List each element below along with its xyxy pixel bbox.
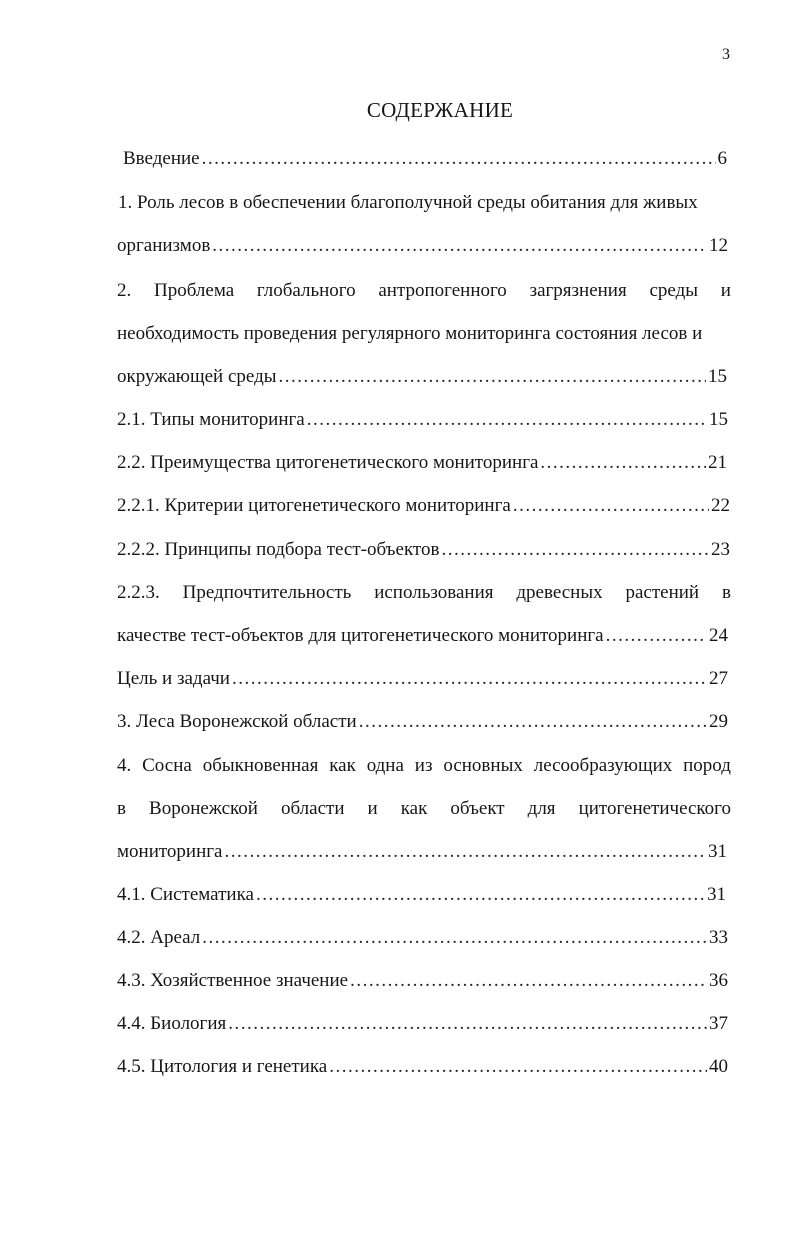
word: Проблема — [154, 280, 235, 301]
word: антропогенного — [378, 280, 507, 301]
word: из — [414, 755, 433, 776]
dot-leader — [202, 147, 716, 171]
toc-entry-page: 31 — [708, 841, 727, 862]
dot-leader — [606, 624, 707, 648]
toc-entry-section-3 — [117, 710, 728, 734]
toc-entry-text: качестве тест-объектов для цитогенетического мониторинга — [117, 625, 604, 646]
toc-entry-intro — [123, 147, 727, 171]
toc-entry-page: 29 — [709, 711, 728, 732]
toc-entry-page: 15 — [708, 366, 727, 387]
dot-leader — [232, 667, 707, 691]
toc-entry-page: 22 — [711, 495, 730, 516]
word: 2.2.3. — [117, 582, 160, 603]
toc-entry-section-2-line2: необходимость проведения регулярного мониторинга состояния лесов и — [117, 323, 703, 344]
word: обыкновенная — [202, 755, 319, 776]
word: объект — [450, 798, 505, 819]
word: растений — [625, 582, 700, 603]
toc-entry-page: 33 — [709, 927, 728, 948]
toc-entry-section-4-3 — [117, 969, 728, 993]
toc-entry-page: 40 — [709, 1056, 728, 1077]
toc-entry-text: 2.2.1. Критерии цитогенетического мониторинга — [117, 495, 511, 516]
toc-entry-text: Введение — [123, 148, 200, 169]
word: пород — [683, 755, 731, 776]
word: цитогенетического — [578, 798, 731, 819]
toc-entry-section-4-line3 — [117, 840, 727, 864]
toc-entry-text: мониторинга — [117, 841, 223, 862]
dot-leader — [359, 710, 707, 734]
toc-entry-page: 6 — [717, 148, 727, 169]
toc-entry-page: 37 — [709, 1013, 728, 1034]
dot-leader — [329, 1055, 707, 1079]
word: основных — [443, 755, 523, 776]
word: древесных — [516, 582, 603, 603]
toc-entry-page: 27 — [709, 668, 728, 689]
word: области — [280, 798, 345, 819]
toc-entry-text: 4.3. Хозяйственное значение — [117, 970, 349, 991]
toc-entry-section-1-line2 — [117, 234, 728, 258]
word: Воронежской — [149, 798, 258, 819]
word: в — [721, 582, 731, 603]
toc-entry-section-4-1 — [117, 883, 726, 907]
toc-entry-page: 12 — [709, 235, 728, 256]
toc-entry-text: Цель и задачи — [117, 668, 230, 689]
dot-leader — [228, 1012, 707, 1036]
word: лесообразующих — [533, 755, 673, 776]
dot-leader — [513, 494, 709, 518]
dot-leader — [350, 969, 707, 993]
dot-leader — [441, 538, 709, 562]
toc-entry-section-4-4 — [117, 1012, 728, 1036]
page-number: 3 — [722, 46, 730, 63]
word: и — [367, 798, 378, 819]
toc-entry-section-4-line2 — [117, 797, 731, 821]
toc-entry-text: окружающей среды — [117, 366, 277, 387]
toc-entry-section-2-2 — [117, 451, 727, 475]
toc-entry-section-2-2-3-line2 — [117, 624, 728, 648]
toc-entry-text: 2.2.2. Принципы подбора тест-объектов — [117, 539, 440, 560]
toc-entry-section-2-2-1 — [117, 494, 730, 518]
word: как — [329, 755, 356, 776]
dot-leader — [279, 365, 706, 389]
toc-entry-section-2-line3 — [117, 365, 727, 389]
toc-entry-page: 31 — [707, 884, 726, 905]
toc-entry-page: 36 — [709, 970, 728, 991]
word: использования — [374, 582, 494, 603]
page-title: СОДЕРЖАНИЕ — [366, 98, 514, 122]
word: в — [117, 798, 126, 819]
toc-entry-text: 4.1. Систематика — [117, 884, 254, 905]
dot-leader — [256, 883, 705, 907]
toc-entry-section-2-line1 — [117, 279, 731, 303]
toc-entry-page: 15 — [709, 409, 728, 430]
word: для — [527, 798, 556, 819]
dot-leader — [212, 234, 707, 258]
toc-entry-text: 3. Леса Воронежской области — [117, 711, 357, 732]
word: 2. — [117, 280, 132, 301]
toc-entry-section-2-1 — [117, 408, 728, 432]
toc-entry-text: 2.1. Типы мониторинга — [117, 409, 305, 430]
word: одна — [366, 755, 404, 776]
word: среды — [649, 280, 699, 301]
dot-leader — [202, 926, 707, 950]
toc-entry-page: 24 — [709, 625, 728, 646]
word: как — [400, 798, 428, 819]
word: Предпочтительность — [182, 582, 352, 603]
dot-leader — [307, 408, 707, 432]
word: глобального — [256, 280, 356, 301]
toc-entry-text: 4.5. Цитология и генетика — [117, 1056, 328, 1077]
toc-entry-section-4-5 — [117, 1055, 728, 1079]
toc-entry-page: 21 — [708, 452, 727, 473]
toc-entry-section-2-2-2 — [117, 538, 730, 562]
toc-entry-text: 2.2. Преимущества цитогенетического мониторинга — [117, 452, 539, 473]
toc-entry-section-1-line1: 1. Роль лесов в обеспечении благополучной среды обитания для живых — [118, 192, 698, 213]
dot-leader — [540, 451, 706, 475]
word: Сосна — [142, 755, 192, 776]
toc-entry-text: организмов — [117, 235, 211, 256]
word: загрязнения — [529, 280, 627, 301]
toc-entry-goals — [117, 667, 728, 691]
toc-entry-section-4-2 — [117, 926, 728, 950]
word: 4. — [117, 755, 132, 776]
word: и — [720, 280, 731, 301]
toc-entry-section-4-line1 — [117, 754, 731, 778]
toc-entry-text: 4.4. Биология — [117, 1013, 227, 1034]
toc-entry-text: 4.2. Ареал — [117, 927, 201, 948]
dot-leader — [224, 840, 706, 864]
toc-entry-page: 23 — [711, 539, 730, 560]
toc-entry-section-2-2-3-line1 — [117, 581, 731, 605]
